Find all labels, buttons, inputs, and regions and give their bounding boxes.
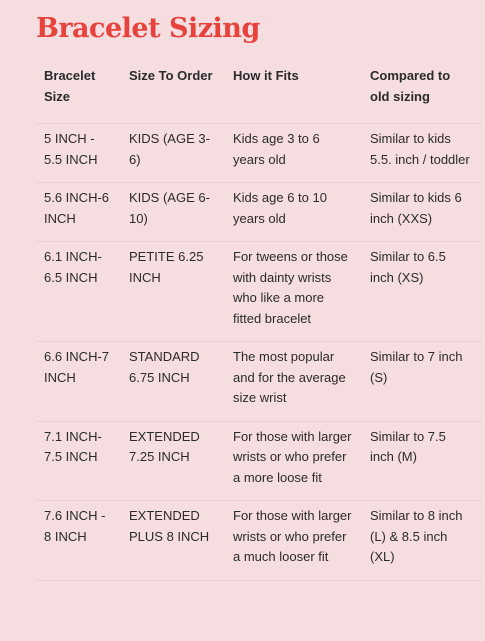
cell-bracelet-size: 5 INCH - 5.5 INCH — [36, 124, 121, 183]
cell-compared-to-old-sizing: Similar to 7 inch (S) — [362, 342, 481, 422]
header-size-to-order: Size To Order — [121, 60, 225, 124]
cell-bracelet-size: 6.1 INCH-6.5 INCH — [36, 242, 121, 342]
table-row — [36, 421, 481, 501]
cell-bracelet-size: 5.6 INCH-6 INCH — [36, 183, 121, 242]
table-row — [36, 183, 481, 242]
cell-how-it-fits: For tweens or those with dainty wrists who like a more fitted bracelet — [225, 242, 362, 342]
table-row — [36, 342, 481, 422]
cell-how-it-fits: Kids age 3 to 6 years old — [225, 124, 362, 183]
header-bracelet-size: Bracelet Size — [36, 60, 121, 124]
cell-bracelet-size: 7.1 INCH-7.5 INCH — [36, 421, 121, 501]
cell-compared-to-old-sizing: Similar to kids 6 inch (XXS) — [362, 183, 481, 242]
table-row — [36, 242, 481, 342]
cell-size-to-order: PETITE 6.25 INCH — [121, 242, 225, 342]
header-how-it-fits: How it Fits — [225, 60, 362, 124]
cell-how-it-fits: The most popular and for the average size wrist — [225, 342, 362, 422]
cell-bracelet-size: 6.6 INCH-7 INCH — [36, 342, 121, 422]
table-row — [36, 124, 481, 183]
cell-size-to-order: KIDS (AGE 3-6) — [121, 124, 225, 183]
cell-bracelet-size: 7.6 INCH - 8 INCH — [36, 501, 121, 581]
cell-size-to-order: EXTENDED 7.25 INCH — [121, 421, 225, 501]
cell-compared-to-old-sizing: Similar to 6.5 inch (XS) — [362, 242, 481, 342]
table-header-row — [36, 60, 481, 124]
table-row — [36, 501, 481, 581]
cell-size-to-order: STANDARD 6.75 INCH — [121, 342, 225, 422]
cell-compared-to-old-sizing: Similar to kids 5.5. inch / toddler — [362, 124, 481, 183]
cell-how-it-fits: Kids age 6 to 10 years old — [225, 183, 362, 242]
cell-compared-to-old-sizing: Similar to 8 inch (L) & 8.5 inch (XL) — [362, 501, 481, 581]
page-title: Bracelet Sizing — [36, 13, 260, 44]
cell-size-to-order: EXTENDED PLUS 8 INCH — [121, 501, 225, 581]
cell-compared-to-old-sizing: Similar to 7.5 inch (M) — [362, 421, 481, 501]
cell-size-to-order: KIDS (AGE 6-10) — [121, 183, 225, 242]
cell-how-it-fits: For those with larger wrists or who prefer a much looser fit — [225, 501, 362, 581]
sizing-table — [36, 60, 481, 581]
header-compared-to-old-sizing: Compared to old sizing — [362, 60, 481, 124]
cell-how-it-fits: For those with larger wrists or who prefer a more loose fit — [225, 421, 362, 501]
